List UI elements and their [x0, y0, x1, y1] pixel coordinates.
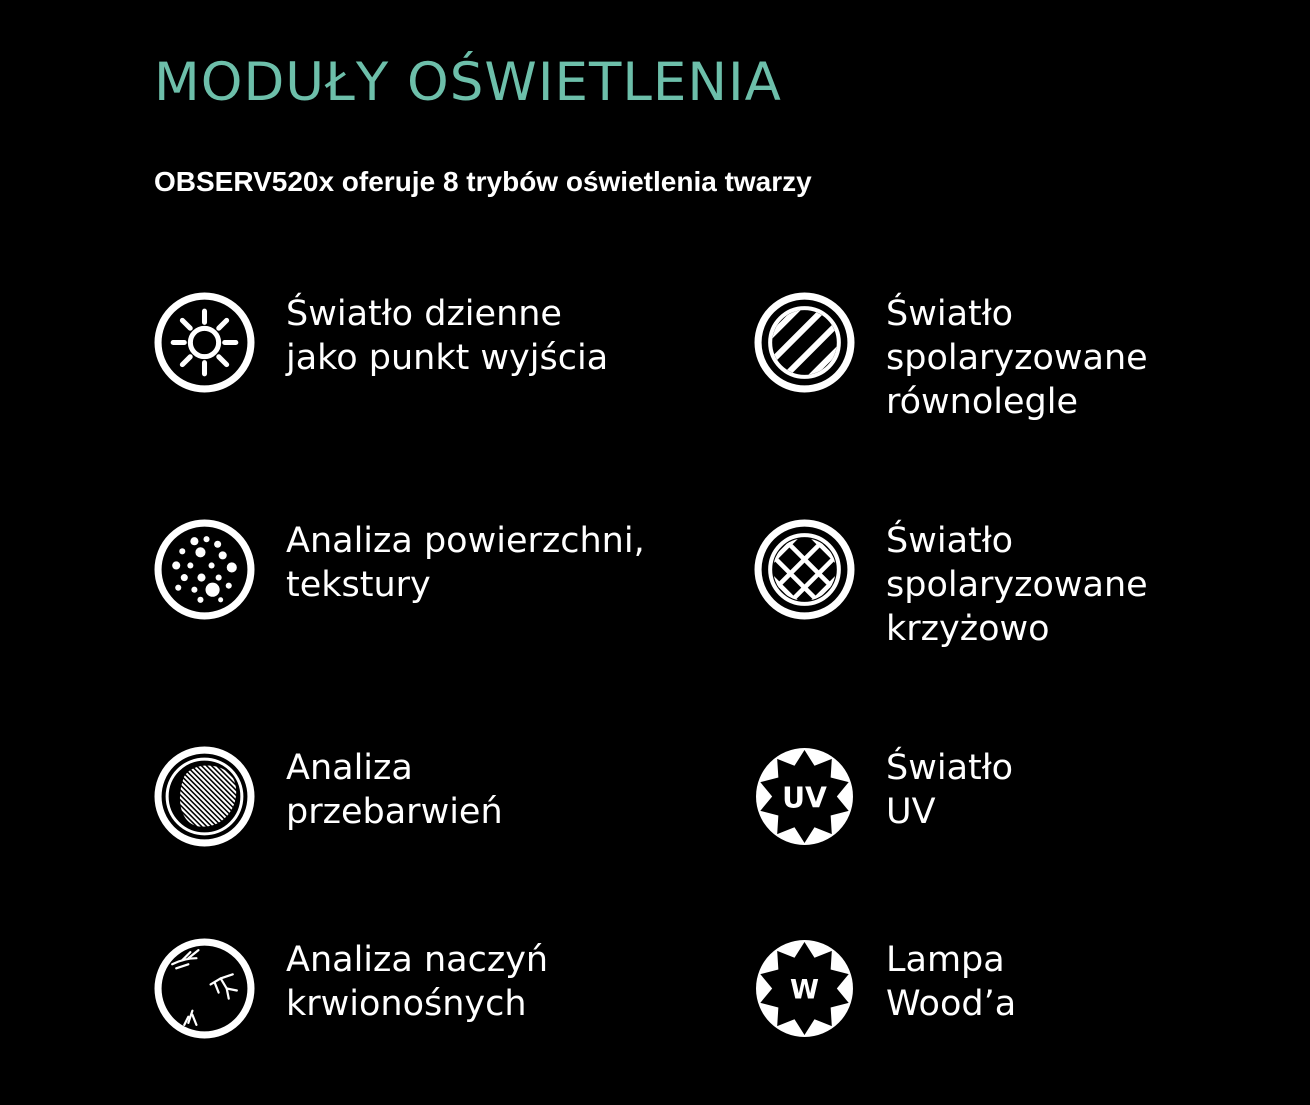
mode-daylight — [154, 292, 674, 432]
svg-text:UV: UV — [782, 781, 827, 815]
mode-blood-vessels — [154, 938, 674, 1078]
mode-label: Analiza powierzchni, tekstury — [286, 521, 645, 605]
blood-vessels-icon — [154, 938, 255, 1039]
mode-label: Światło UV — [886, 748, 1014, 832]
wood-lamp-icon — [754, 938, 855, 1039]
page-subtitle: OBSERV520x oferuje 8 trybów oświetlenia twarzy — [154, 166, 812, 197]
parallel-lines-icon — [754, 292, 855, 393]
cross-hatch-icon — [754, 519, 855, 620]
mode-cross-polarized — [754, 519, 1274, 659]
page-title: MODUŁY OŚWIETLENIA — [154, 52, 782, 113]
mode-label: Światło spolaryzowane równolegle — [886, 294, 1148, 422]
uv-icon — [754, 746, 855, 847]
mode-wood-lamp — [754, 938, 1274, 1078]
surface-texture-icon — [154, 519, 255, 620]
mode-discoloration — [154, 746, 674, 886]
sun-icon — [154, 292, 255, 393]
mode-label: Lampa Wood’a — [886, 940, 1017, 1024]
mode-parallel-polarized — [754, 292, 1274, 432]
mode-label: Analiza przebarwień — [286, 748, 503, 832]
mode-label: Światło spolaryzowane krzyżowo — [886, 521, 1148, 649]
mode-surface-texture — [154, 519, 674, 659]
mode-label: Światło dzienne jako punkt wyjścia — [286, 294, 609, 378]
discoloration-icon — [154, 746, 255, 847]
svg-text:W: W — [790, 975, 819, 1006]
mode-uv — [754, 746, 1274, 886]
mode-label: Analiza naczyń krwionośnych — [286, 940, 549, 1024]
